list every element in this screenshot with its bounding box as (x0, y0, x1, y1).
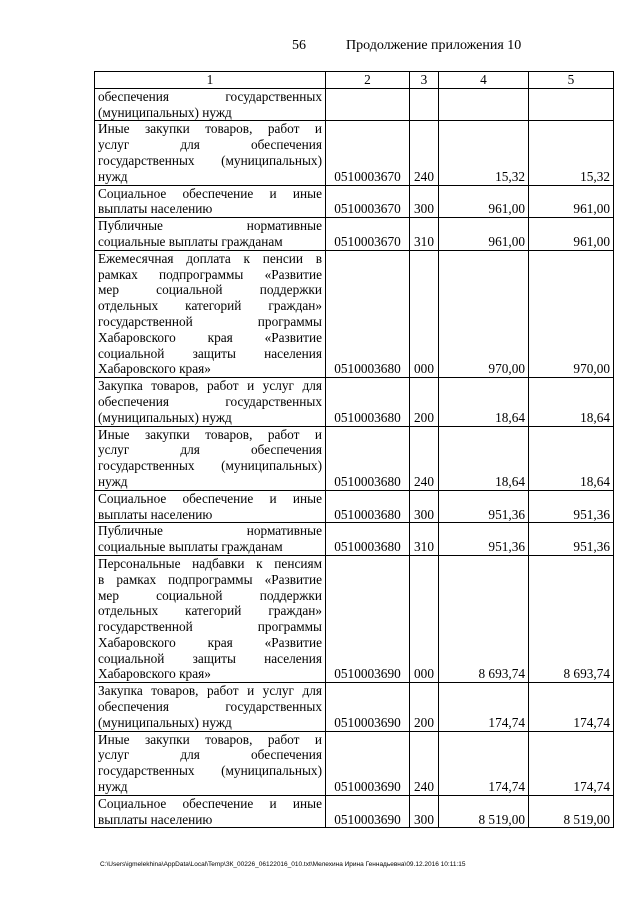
expense-name-cell (95, 555, 326, 682)
budget-table (94, 71, 614, 828)
expense-type-code: 310 (410, 218, 439, 251)
expense-name-line: отдельных категорий граждан» (98, 298, 322, 314)
expense-type-code: 300 (410, 185, 439, 218)
amount-col5: 961,00 (529, 185, 614, 218)
expense-name-line: в рамках подпрограммы «Развитие (98, 571, 322, 587)
expense-name-line: государственной программы (98, 313, 322, 329)
table-row (95, 523, 614, 556)
expense-name-line: услуг для обеспечения (98, 442, 322, 458)
amount-col4: 951,36 (439, 490, 529, 523)
expense-type-code: 000 (410, 250, 439, 377)
table-row (95, 683, 614, 731)
expense-name-line: обеспечения государственных (98, 88, 322, 104)
amount-col4: 174,74 (439, 731, 529, 795)
target-article-code (326, 88, 410, 121)
amount-col4: 951,36 (439, 523, 529, 556)
expense-name-line: Персональные надбавки к пенсиям (98, 555, 322, 571)
expense-name-line: Иные закупки товаров, работ и (98, 121, 322, 137)
expense-name-line: Социальное обеспечение и иные (98, 795, 322, 811)
target-article-code: 0510003680 (326, 378, 410, 426)
amount-col5: 951,36 (529, 523, 614, 556)
amount-col4: 8 519,00 (439, 795, 529, 828)
amount-col5: 18,64 (529, 378, 614, 426)
expense-name-cell (95, 523, 326, 556)
expense-name-line: выплаты населению (98, 506, 213, 522)
expense-name-line: Иные закупки товаров, работ и (98, 426, 322, 442)
amount-col5: 8 519,00 (529, 795, 614, 828)
expense-type-code: 240 (410, 731, 439, 795)
expense-name-line: Публичные нормативные (98, 218, 322, 234)
amount-col4: 15,32 (439, 121, 529, 185)
amount-col4 (439, 88, 529, 121)
expense-type-code: 200 (410, 378, 439, 426)
expense-name-line: выплаты населению (98, 811, 213, 827)
table-row (95, 185, 614, 218)
amount-col5: 951,36 (529, 490, 614, 523)
target-article-code: 0510003670 (326, 121, 410, 185)
amount-col5: 970,00 (529, 250, 614, 377)
target-article-code: 0510003690 (326, 683, 410, 731)
amount-col5: 961,00 (529, 218, 614, 251)
expense-name-cell (95, 378, 326, 426)
table-row (95, 250, 614, 377)
expense-name-line: Закупка товаров, работ и услуг для (98, 378, 322, 394)
target-article-code: 0510003690 (326, 731, 410, 795)
expense-name-line: социальные выплаты гражданам (98, 233, 283, 249)
column-header: 1 (95, 72, 326, 89)
amount-col5: 18,64 (529, 426, 614, 490)
table-row (95, 88, 614, 121)
table-row (95, 555, 614, 682)
amount-col4: 970,00 (439, 250, 529, 377)
amount-col4: 961,00 (439, 185, 529, 218)
expense-name-line: Хабаровского края «Развитие (98, 634, 322, 650)
expense-name-line: Ежемесячная доплата к пенсии в (98, 250, 322, 266)
expense-name-cell (95, 426, 326, 490)
expense-name-line: мер социальной поддержки (98, 587, 322, 603)
expense-name-line: государственных (муниципальных) (98, 458, 322, 474)
page-number: 56 (292, 38, 306, 53)
table-row (95, 731, 614, 795)
target-article-code: 0510003680 (326, 426, 410, 490)
amount-col4: 174,74 (439, 683, 529, 731)
table-row (95, 426, 614, 490)
expense-type-code: 300 (410, 795, 439, 828)
target-article-code: 0510003670 (326, 185, 410, 218)
table-row (95, 795, 614, 828)
expense-name-line: услуг для обеспечения (98, 747, 322, 763)
expense-name-cell (95, 121, 326, 185)
expense-name-line: Социальное обеспечение и иные (98, 185, 322, 201)
file-path-footer: C:\Users\igmelekhina\AppData\Local\Temp\ЗК_00226_06122016_010.txt\Мелехина Ирина Геннадьевна\09.12.2016 10:11:15 (100, 861, 466, 868)
expense-name-cell (95, 490, 326, 523)
expense-name-line: нужд (98, 168, 128, 184)
expense-name-line: обеспечения государственных (98, 699, 322, 715)
table-row (95, 121, 614, 185)
expense-name-line: Иные закупки товаров, работ и (98, 731, 322, 747)
expense-name-cell (95, 683, 326, 731)
amount-col5: 174,74 (529, 731, 614, 795)
expense-name-line: отдельных категорий граждан» (98, 603, 322, 619)
amount-col4: 18,64 (439, 378, 529, 426)
expense-name-line: нужд (98, 779, 128, 795)
expense-type-code: 240 (410, 426, 439, 490)
table-row (95, 218, 614, 251)
expense-name-line: государственных (муниципальных) (98, 763, 322, 779)
expense-name-line: Закупка товаров, работ и услуг для (98, 683, 322, 699)
column-header: 3 (410, 72, 439, 89)
amount-col4: 18,64 (439, 426, 529, 490)
amount-col4: 961,00 (439, 218, 529, 251)
expense-type-code (410, 88, 439, 121)
expense-type-code: 300 (410, 490, 439, 523)
target-article-code: 0510003680 (326, 523, 410, 556)
expense-type-code: 000 (410, 555, 439, 682)
table-row (95, 378, 614, 426)
expense-name-cell (95, 795, 326, 828)
column-header: 5 (529, 72, 614, 89)
expense-name-line: (муниципальных) нужд (98, 714, 232, 730)
expense-name-line: Социальное обеспечение и иные (98, 490, 322, 506)
expense-name-line: нужд (98, 473, 128, 489)
page-header (0, 38, 640, 58)
expense-name-line: выплаты населению (98, 201, 213, 217)
expense-name-cell (95, 185, 326, 218)
target-article-code: 0510003690 (326, 795, 410, 828)
expense-name-line: (муниципальных) нужд (98, 409, 232, 425)
expense-name-line: Публичные нормативные (98, 523, 322, 539)
expense-name-line: рамках подпрограммы «Развитие (98, 266, 322, 282)
amount-col4: 8 693,74 (439, 555, 529, 682)
target-article-code: 0510003690 (326, 555, 410, 682)
amount-col5 (529, 88, 614, 121)
expense-name-line: мер социальной поддержки (98, 282, 322, 298)
expense-name-cell (95, 731, 326, 795)
expense-name-line: Хабаровского края «Развитие (98, 329, 322, 345)
amount-col5: 15,32 (529, 121, 614, 185)
expense-name-line: государственных (муниципальных) (98, 152, 322, 168)
appendix-continuation: Продолжение приложения 10 (346, 38, 522, 53)
expense-type-code: 240 (410, 121, 439, 185)
target-article-code: 0510003670 (326, 218, 410, 251)
amount-col5: 8 693,74 (529, 555, 614, 682)
expense-name-line: социальной защиты населения (98, 345, 322, 361)
expense-name-cell (95, 218, 326, 251)
expense-name-cell (95, 88, 326, 121)
column-header: 4 (439, 72, 529, 89)
table-header-row (95, 72, 614, 89)
expense-name-line: социальные выплаты гражданам (98, 539, 283, 555)
target-article-code: 0510003680 (326, 490, 410, 523)
expense-type-code: 310 (410, 523, 439, 556)
expense-name-line: услуг для обеспечения (98, 137, 322, 153)
amount-col5: 174,74 (529, 683, 614, 731)
expense-type-code: 200 (410, 683, 439, 731)
expense-name-line: Хабаровского края» (98, 361, 211, 377)
expense-name-line: государственной программы (98, 619, 322, 635)
target-article-code: 0510003680 (326, 250, 410, 377)
expense-name-line: социальной защиты населения (98, 650, 322, 666)
expense-name-line: (муниципальных) нужд (98, 104, 232, 120)
expense-name-cell (95, 250, 326, 377)
column-header: 2 (326, 72, 410, 89)
expense-name-line: обеспечения государственных (98, 393, 322, 409)
expense-name-line: Хабаровского края» (98, 666, 211, 682)
table-row (95, 490, 614, 523)
